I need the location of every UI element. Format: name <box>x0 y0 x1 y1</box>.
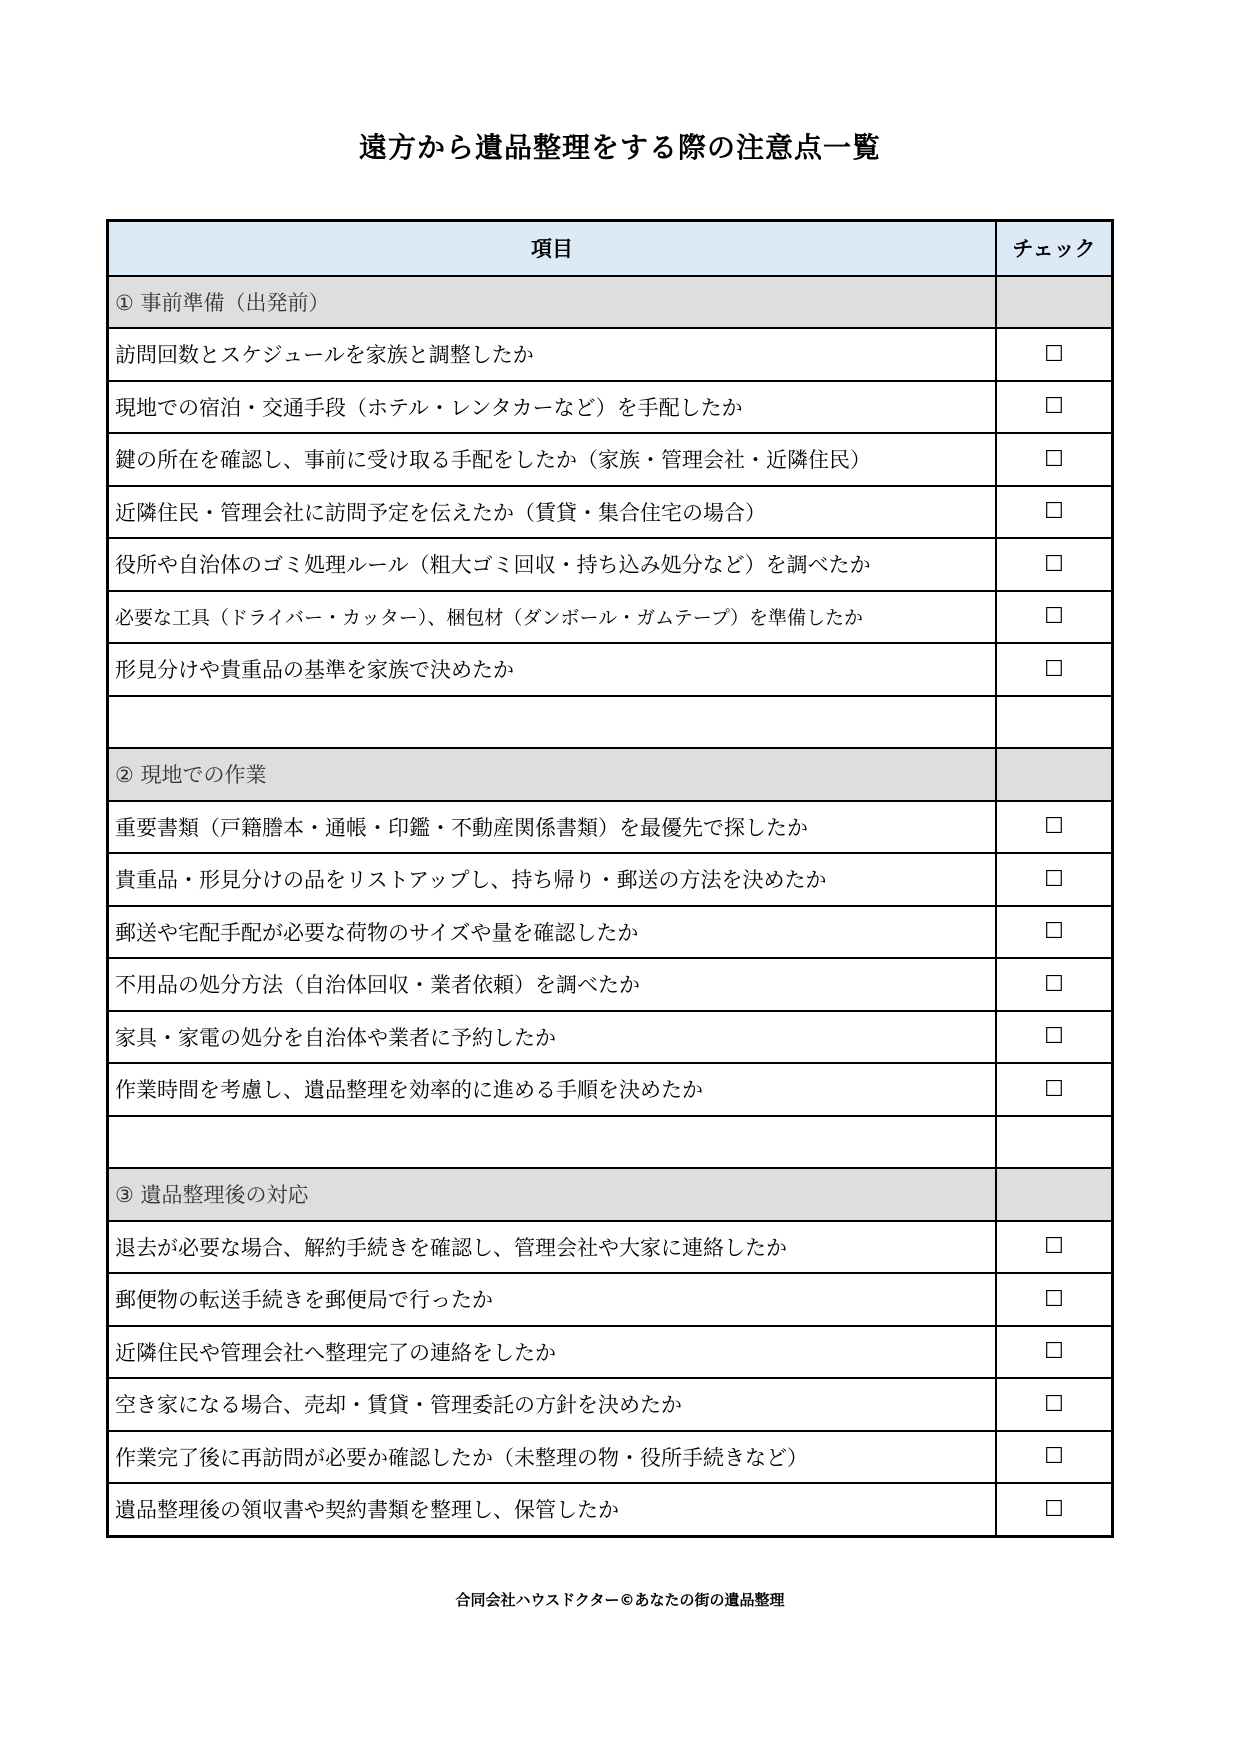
item-label: 郵便物の転送手続きを郵便局で行ったか <box>109 1274 997 1325</box>
item-label: 形見分けや貴重品の基準を家族で決めたか <box>109 644 997 695</box>
checkbox[interactable]: ☐ <box>1044 866 1064 892</box>
checkbox[interactable]: ☐ <box>1044 971 1064 997</box>
empty-cell <box>109 1117 997 1168</box>
empty-check-cell <box>997 697 1111 748</box>
item-label: 重要書類（戸籍謄本・通帳・印鑑・不動産関係書類）を最優先で探したか <box>109 802 997 853</box>
table-row <box>109 852 1111 905</box>
item-label: 空き家になる場合、売却・賃貸・管理委託の方針を決めたか <box>109 1379 997 1430</box>
table-row <box>109 432 1111 485</box>
checkbox[interactable]: ☐ <box>1044 814 1064 840</box>
checkbox[interactable]: ☐ <box>1044 604 1064 630</box>
section-row-onsite-work <box>109 747 1111 800</box>
checkbox[interactable]: ☐ <box>1044 1391 1064 1417</box>
table-row <box>109 485 1111 538</box>
table-row <box>109 1220 1111 1273</box>
item-label: 作業完了後に再訪問が必要か確認したか（未整理の物・役所手続きなど） <box>109 1432 997 1483</box>
table-row <box>109 642 1111 695</box>
checkbox[interactable]: ☐ <box>1044 341 1064 367</box>
item-label: 近隣住民や管理会社へ整理完了の連絡をしたか <box>109 1327 997 1378</box>
section-label: ② 現地での作業 <box>109 749 997 800</box>
section-label: ① 事前準備（出発前） <box>109 277 997 328</box>
checkbox[interactable]: ☐ <box>1044 1286 1064 1312</box>
item-label: 現地での宿泊・交通手段（ホテル・レンタカーなど）を手配したか <box>109 382 997 433</box>
checkbox[interactable]: ☐ <box>1044 499 1064 525</box>
checkbox[interactable]: ☐ <box>1044 1024 1064 1050</box>
table-header-row <box>109 222 1111 275</box>
item-label: 鍵の所在を確認し、事前に受け取る手配をしたか（家族・管理会社・近隣住民） <box>109 434 997 485</box>
section-row-after-cleanup <box>109 1167 1111 1220</box>
item-label: 退去が必要な場合、解約手続きを確認し、管理会社や大家に連絡したか <box>109 1222 997 1273</box>
table-row <box>109 590 1111 643</box>
table-row <box>109 800 1111 853</box>
empty-row <box>109 1115 1111 1168</box>
table-row <box>109 1010 1111 1063</box>
checkbox[interactable]: ☐ <box>1044 551 1064 577</box>
table-row <box>109 380 1111 433</box>
table-row <box>109 1062 1111 1115</box>
item-label: 家具・家電の処分を自治体や業者に予約したか <box>109 1012 997 1063</box>
checkbox[interactable]: ☐ <box>1044 1444 1064 1470</box>
item-label: 作業時間を考慮し、遺品整理を効率的に進める手順を決めたか <box>109 1064 997 1115</box>
checkbox[interactable]: ☐ <box>1044 656 1064 682</box>
table-row <box>109 1482 1111 1535</box>
table-row <box>109 905 1111 958</box>
section-check-cell <box>997 277 1111 328</box>
section-row-preparation <box>109 275 1111 328</box>
table-row <box>109 537 1111 590</box>
item-label: 役所や自治体のゴミ処理ルール（粗大ゴミ回収・持ち込み処分など）を調べたか <box>109 539 997 590</box>
table-row <box>109 1325 1111 1378</box>
item-label: 貴重品・形見分けの品をリストアップし、持ち帰り・郵送の方法を決めたか <box>109 854 997 905</box>
column-header-check: チェック <box>1012 237 1096 262</box>
empty-row <box>109 695 1111 748</box>
checkbox[interactable]: ☐ <box>1044 394 1064 420</box>
table-row <box>109 1430 1111 1483</box>
item-label: 不用品の処分方法（自治体回収・業者依頼）を調べたか <box>109 959 997 1010</box>
checkbox[interactable]: ☐ <box>1044 1076 1064 1102</box>
page-title: 遠方から遺品整理をする際の注意点一覧 <box>358 131 881 164</box>
item-label: 近隣住民・管理会社に訪問予定を伝えたか（賃貸・集合住宅の場合） <box>109 487 997 538</box>
empty-cell <box>109 697 997 748</box>
checklist-table <box>106 219 1114 1538</box>
item-label: 遺品整理後の領収書や契約書類を整理し、保管したか <box>109 1484 997 1535</box>
section-label: ③ 遺品整理後の対応 <box>109 1169 997 1220</box>
checkbox[interactable]: ☐ <box>1044 446 1064 472</box>
item-label: 郵送や宅配手配が必要な荷物のサイズや量を確認したか <box>109 907 997 958</box>
table-row <box>109 1377 1111 1430</box>
table-row <box>109 957 1111 1010</box>
section-check-cell <box>997 1169 1111 1220</box>
checkbox[interactable]: ☐ <box>1044 1496 1064 1522</box>
footer-copyright: 合同会社ハウスドクター©あなたの街の遺品整理 <box>455 1591 785 1609</box>
column-header-item: 項目 <box>109 222 997 275</box>
checkbox[interactable]: ☐ <box>1044 919 1064 945</box>
item-label: 訪問回数とスケジュールを家族と調整したか <box>109 329 997 380</box>
empty-check-cell <box>997 1117 1111 1168</box>
table-row <box>109 1272 1111 1325</box>
checkbox[interactable]: ☐ <box>1044 1234 1064 1260</box>
table-row <box>109 327 1111 380</box>
checkbox[interactable]: ☐ <box>1044 1339 1064 1365</box>
item-label: 必要な工具（ドライバー・カッター）、梱包材（ダンボール・ガムテープ）を準備したか <box>109 592 997 643</box>
section-check-cell <box>997 749 1111 800</box>
